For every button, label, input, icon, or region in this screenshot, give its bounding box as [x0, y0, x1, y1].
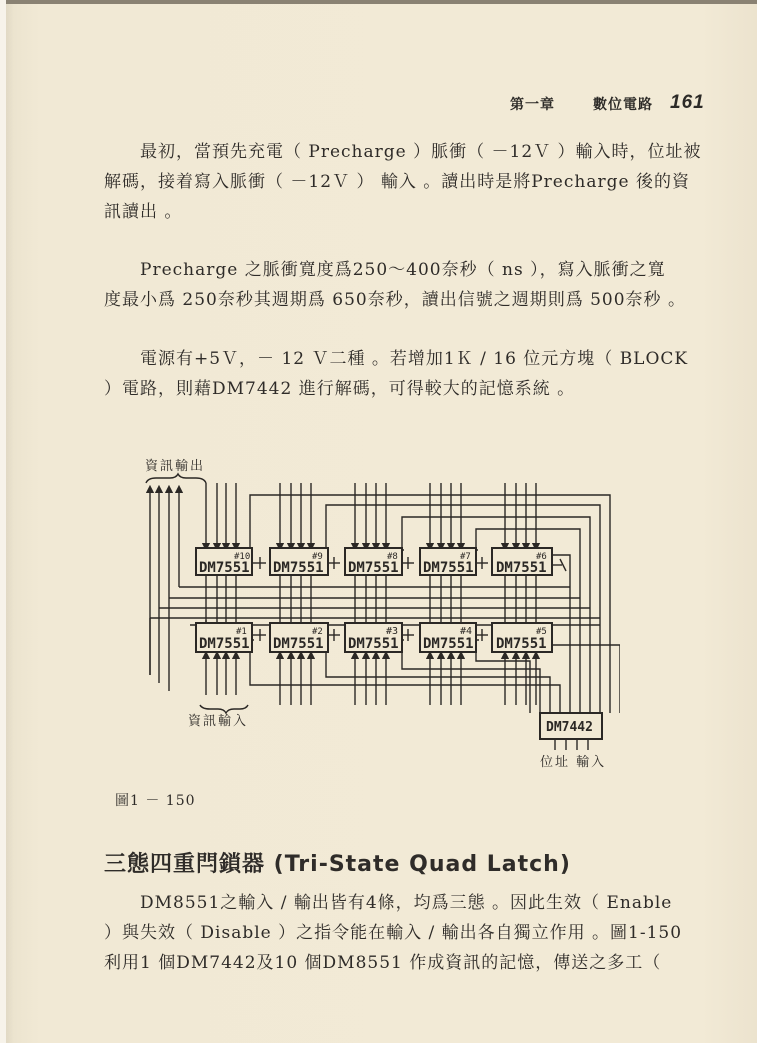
circuit-diagram — [130, 455, 620, 775]
svg-text:#2: #2 — [312, 627, 323, 637]
text-line: ）與失效（ Disable ）之指令能在輸入 / 輸出各自獨立作用 。圖1-150 — [104, 923, 683, 943]
text-line: Precharge 之脈衝寬度爲250～400奈秒（ ns ），寫入脈衝之寬 — [140, 260, 666, 280]
page-number: 161 — [670, 92, 705, 113]
svg-text:DM7551: DM7551 — [273, 560, 324, 576]
paragraph-precharge — [104, 137, 702, 227]
text-line: 解碼，接着寫入脈衝（ －12Ｖ ） 輸入 。讀出時是將Precharge 後的資 — [104, 172, 690, 192]
svg-text:#6: #6 — [536, 552, 547, 562]
svg-text:#3: #3 — [386, 626, 399, 637]
text-line: 最初，當預先充電（ Precharge ）脈衝（ －12Ｖ ）輸入時，位址被 — [140, 142, 702, 162]
data-output-label: 資訊輸出 — [145, 459, 206, 474]
paragraph-power — [104, 344, 694, 404]
data-input-label: 資訊輸入 — [188, 714, 249, 729]
chip-label: DM7551 — [199, 560, 250, 576]
paragraph-pulse-width — [104, 255, 694, 315]
svg-text:#1: #1 — [236, 627, 247, 637]
text-line: 利用1 個DM7442及10 個DM8551 作成資訊的記憶，傳送之多工（ — [104, 953, 662, 973]
svg-text:#4: #4 — [460, 626, 473, 637]
svg-text:DM7551: DM7551 — [348, 636, 399, 652]
chapter-title: 數位電路 — [593, 97, 653, 113]
svg-text:DM7551: DM7551 — [423, 560, 474, 576]
chapter-label: 第一章 — [510, 97, 555, 113]
svg-text:DM7551: DM7551 — [199, 636, 250, 652]
text-line: 訊讀出 。 — [104, 202, 183, 222]
svg-text:#7: #7 — [460, 552, 471, 562]
figure-caption: 圖1 － 150 — [115, 793, 196, 809]
text-line: ）電路，則藉DM7442 進行解碼，可得較大的記憶系統 。 — [104, 379, 576, 399]
svg-text:#9: #9 — [312, 552, 323, 562]
page-binding-edge — [0, 0, 6, 1043]
svg-text:DM7442: DM7442 — [546, 720, 593, 735]
page-top-edge — [0, 0, 757, 4]
address-input-label: 位址 輸入 — [540, 755, 607, 770]
text-line: 度最小爲 250奈秒其週期爲 650奈秒，讀出信號之週期則爲 500奈秒 。 — [104, 290, 686, 310]
svg-text:DM7551: DM7551 — [423, 636, 474, 652]
svg-text:DM7551: DM7551 — [496, 560, 547, 576]
text-line: DM8551之輸入 / 輸出皆有4條，均爲三態 。因此生效（ Enable — [140, 893, 673, 913]
svg-text:DM7551: DM7551 — [348, 560, 399, 576]
svg-text:DM7551: DM7551 — [273, 636, 324, 652]
text-line: 電源有+5Ｖ，－ 12 Ｖ二種 。若增加1Ｋ / 16 位元方塊（ BLOCK — [140, 349, 689, 369]
running-head — [510, 92, 740, 116]
svg-text:#5: #5 — [536, 627, 547, 637]
svg-text:DM7551: DM7551 — [496, 636, 547, 652]
svg-text:#8: #8 — [387, 552, 398, 562]
svg-text:#10: #10 — [234, 552, 251, 562]
paragraph-tri-state — [104, 888, 694, 978]
section-heading: 三態四重閂鎖器 (Tri-State Quad Latch) — [104, 852, 571, 877]
